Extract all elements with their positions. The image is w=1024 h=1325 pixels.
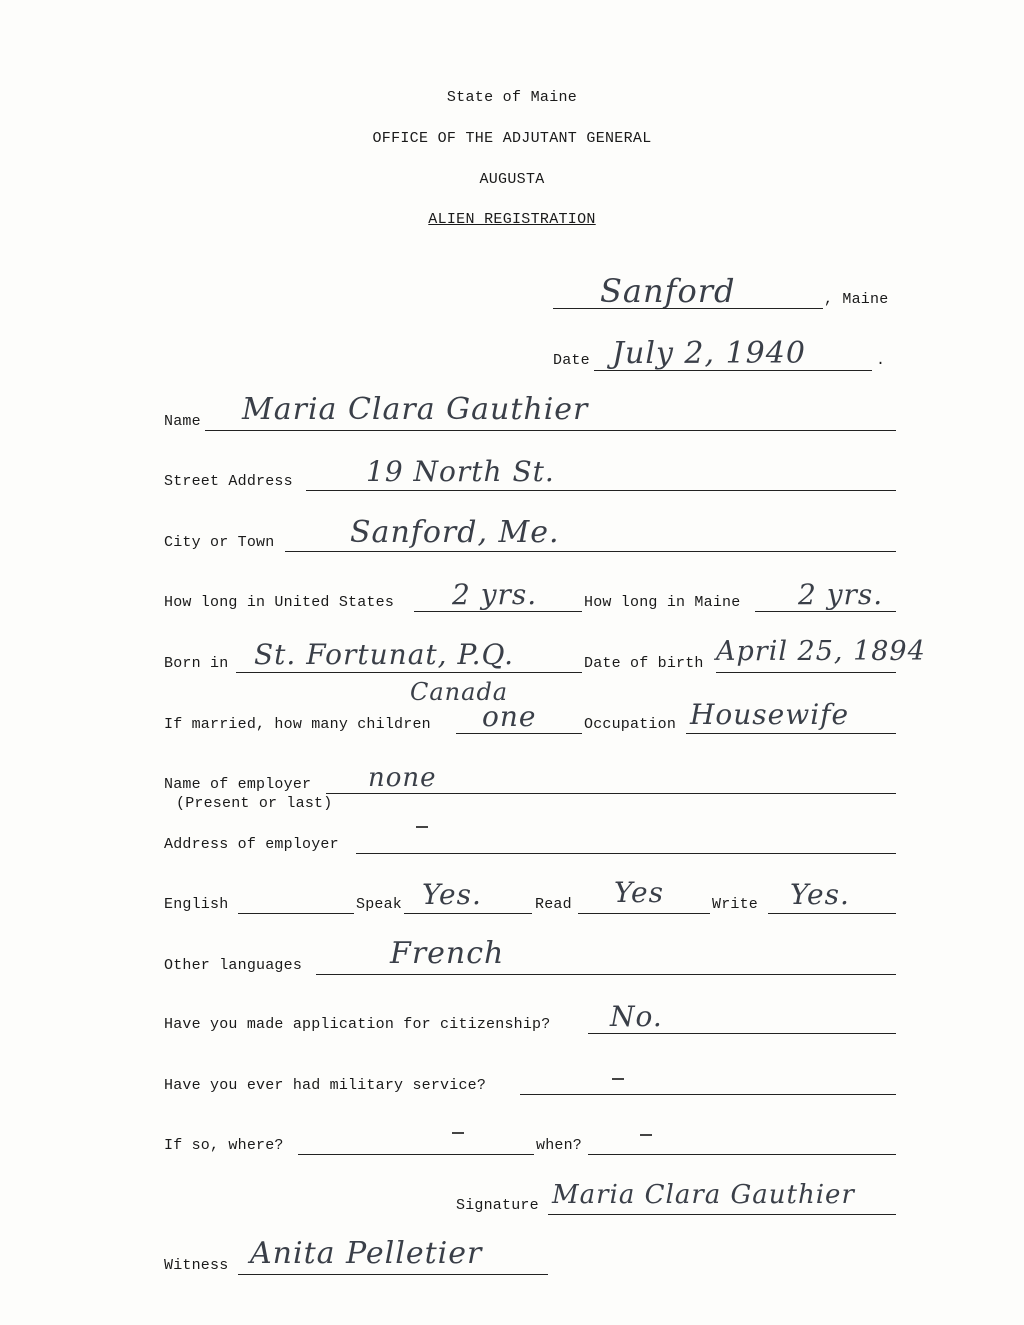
speak-handwriting: Yes.: [422, 878, 482, 911]
street-label: Street Address: [164, 473, 293, 490]
how-long-maine-handwriting: 2 yrs.: [798, 578, 884, 611]
employer-sublabel: (Present or last): [176, 795, 333, 812]
how-long-us-line: [414, 611, 582, 612]
citizenship-line: [588, 1033, 896, 1034]
employer-address-line: [356, 853, 896, 854]
where-label: If so, where?: [164, 1137, 284, 1154]
date-handwriting: July 2, 1940: [612, 336, 806, 371]
when-line: [588, 1154, 896, 1155]
citizenship-handwriting: No.: [610, 1000, 663, 1033]
when-label: when?: [536, 1137, 583, 1154]
other-languages-handwriting: French: [390, 936, 505, 971]
born-in-label: Born in: [164, 655, 229, 672]
city-heading: AUGUSTA: [479, 171, 545, 188]
name-handwriting: Maria Clara Gauthier: [242, 392, 589, 427]
occupation-label: Occupation: [584, 716, 677, 733]
military-dash: [612, 1078, 624, 1080]
write-handwriting: Yes.: [790, 878, 850, 911]
employer-label: Name of employer: [164, 776, 312, 793]
date-of-birth-line: [716, 672, 896, 673]
citizenship-label: Have you made application for citizenship?: [164, 1016, 551, 1033]
how-long-maine-label: How long in Maine: [584, 594, 741, 611]
witness-handwriting: Anita Pelletier: [250, 1236, 483, 1271]
where-line: [298, 1154, 534, 1155]
city-town-label: City or Town: [164, 534, 275, 551]
witness-label: Witness: [164, 1257, 229, 1274]
speak-line: [404, 913, 532, 914]
employer-line: [326, 793, 896, 794]
witness-line: [238, 1274, 548, 1275]
place-suffix: , Maine: [824, 291, 889, 308]
speak-label: Speak: [356, 896, 403, 913]
name-label: Name: [164, 413, 201, 430]
date-period: .: [876, 352, 886, 369]
city-town-line: [285, 551, 896, 552]
street-line: [306, 490, 896, 491]
place-line: [553, 308, 823, 309]
occupation-handwriting: Housewife: [690, 698, 850, 731]
employer-address-dash: [416, 826, 428, 828]
military-line: [520, 1094, 896, 1095]
employer-address-label: Address of employer: [164, 836, 339, 853]
read-label: Read: [535, 896, 572, 913]
other-languages-line: [316, 974, 896, 975]
born-country-handwriting: Canada: [410, 678, 509, 706]
where-dash: [452, 1132, 464, 1134]
city-town-handwriting: Sanford, Me.: [350, 515, 560, 550]
office-heading: OFFICE OF THE ADJUTANT GENERAL: [372, 130, 652, 147]
street-handwriting: 19 North St.: [366, 455, 555, 488]
children-line: [456, 733, 582, 734]
military-label: Have you ever had military service?: [164, 1077, 487, 1094]
other-languages-label: Other languages: [164, 957, 303, 974]
name-line: [205, 430, 896, 431]
date-of-birth-label: Date of birth: [584, 655, 704, 672]
english-label: English: [164, 896, 229, 913]
children-label: If married, how many children: [164, 716, 431, 733]
signature-handwriting: Maria Clara Gauthier: [552, 1180, 855, 1210]
write-label: Write: [712, 896, 759, 913]
born-in-handwriting: St. Fortunat, P.Q.: [254, 638, 514, 671]
how-long-maine-line: [755, 611, 896, 612]
read-line: [578, 913, 710, 914]
how-long-us-handwriting: 2 yrs.: [452, 578, 538, 611]
born-in-line: [236, 672, 582, 673]
form-title: ALIEN REGISTRATION: [428, 211, 596, 228]
children-handwriting: one: [482, 700, 537, 733]
how-long-us-label: How long in United States: [164, 594, 395, 611]
employer-handwriting: none: [368, 763, 437, 793]
occupation-line: [686, 733, 896, 734]
english-line: [238, 913, 354, 914]
date-label: Date: [553, 352, 590, 369]
place-handwriting: Sanford: [600, 272, 736, 310]
signature-line: [548, 1214, 896, 1215]
signature-label: Signature: [456, 1197, 539, 1214]
read-handwriting: Yes: [614, 876, 664, 909]
state-heading: State of Maine: [446, 89, 578, 106]
when-dash: [640, 1134, 652, 1136]
date-of-birth-handwriting: April 25, 1894: [716, 636, 926, 667]
write-line: [768, 913, 896, 914]
